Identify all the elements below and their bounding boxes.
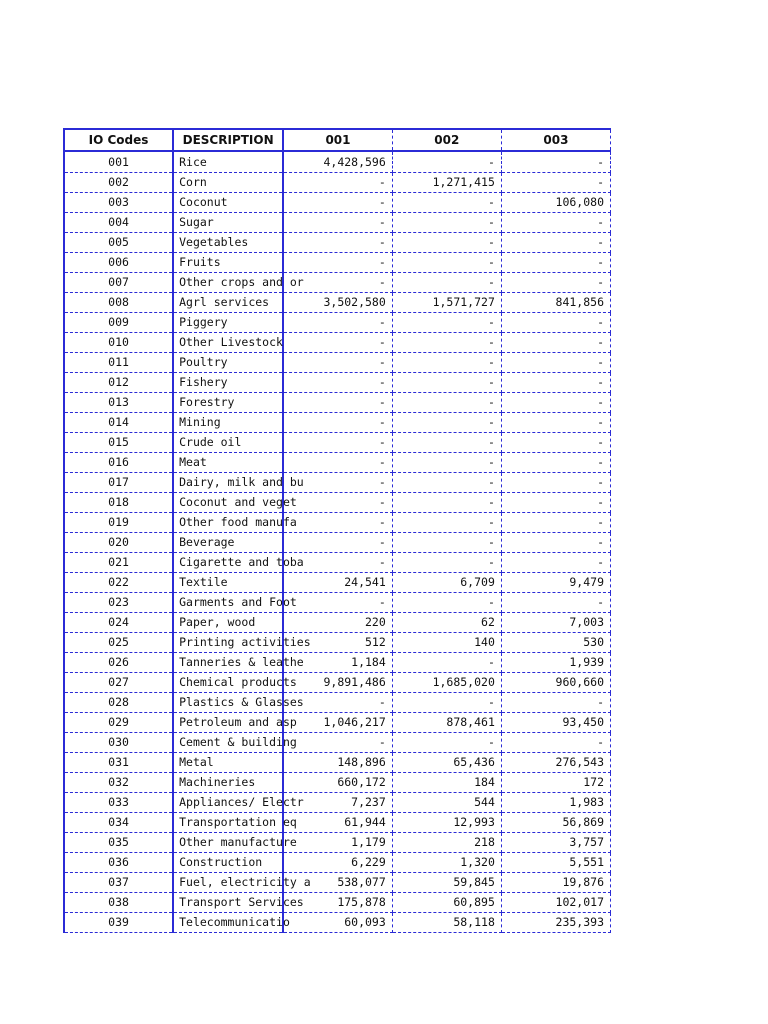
cell-col-002: 184	[392, 773, 501, 793]
table-row	[64, 513, 611, 533]
cell-io-code: 014	[64, 413, 173, 433]
cell-io-code: 025	[64, 633, 173, 653]
cell-col-002: 59,845	[392, 873, 501, 893]
table-row	[64, 573, 611, 593]
cell-col-003: -	[501, 213, 610, 233]
cell-col-003: 960,660	[501, 673, 610, 693]
cell-col-003: 1,939	[501, 653, 610, 673]
table-row	[64, 853, 611, 873]
cell-col-001: 61,944	[283, 813, 392, 833]
cell-col-003: -	[501, 593, 610, 613]
cell-col-001: -	[283, 453, 392, 473]
cell-io-code: 001	[64, 151, 173, 173]
cell-col-002: 58,118	[392, 913, 501, 933]
table-row	[64, 493, 611, 513]
cell-col-001: -	[283, 193, 392, 213]
cell-col-003: 3,757	[501, 833, 610, 853]
cell-description: Crude oil	[173, 433, 283, 453]
table-row	[64, 453, 611, 473]
header-row	[64, 129, 611, 151]
cell-col-002: 60,895	[392, 893, 501, 913]
cell-col-002: -	[392, 193, 501, 213]
cell-col-002: -	[392, 253, 501, 273]
cell-description: Poultry	[173, 353, 283, 373]
cell-col-001: 9,891,486	[283, 673, 392, 693]
cell-io-code: 006	[64, 253, 173, 273]
cell-col-002: -	[392, 353, 501, 373]
cell-col-001: -	[283, 253, 392, 273]
cell-io-code: 003	[64, 193, 173, 213]
cell-description: Forestry	[173, 393, 283, 413]
cell-col-003: -	[501, 151, 610, 173]
cell-col-002: 1,685,020	[392, 673, 501, 693]
cell-col-001: 660,172	[283, 773, 392, 793]
header-col-003: 003	[501, 129, 610, 151]
cell-description: Tanneries & leathe	[173, 653, 283, 673]
cell-col-002: -	[392, 733, 501, 753]
cell-col-001: 538,077	[283, 873, 392, 893]
cell-col-002: 65,436	[392, 753, 501, 773]
cell-col-003: -	[501, 453, 610, 473]
cell-col-001: -	[283, 273, 392, 293]
table-row	[64, 213, 611, 233]
table-row	[64, 393, 611, 413]
cell-col-003: -	[501, 173, 610, 193]
cell-description: Petroleum and asp	[173, 713, 283, 733]
cell-col-003: 235,393	[501, 913, 610, 933]
cell-io-code: 038	[64, 893, 173, 913]
cell-col-003: 93,450	[501, 713, 610, 733]
cell-col-002: -	[392, 273, 501, 293]
cell-col-003: 7,003	[501, 613, 610, 633]
table-row	[64, 253, 611, 273]
table-row	[64, 713, 611, 733]
cell-description: Mining	[173, 413, 283, 433]
cell-col-001: 7,237	[283, 793, 392, 813]
cell-description: Other food manufa	[173, 513, 283, 533]
table-row	[64, 673, 611, 693]
cell-col-003: 276,543	[501, 753, 610, 773]
cell-description: Other manufacture	[173, 833, 283, 853]
cell-col-003: -	[501, 693, 610, 713]
table-row	[64, 773, 611, 793]
cell-description: Agrl services	[173, 293, 283, 313]
cell-col-002: 878,461	[392, 713, 501, 733]
cell-io-code: 008	[64, 293, 173, 313]
table-row	[64, 233, 611, 253]
cell-col-003: -	[501, 493, 610, 513]
cell-description: Coconut and veget	[173, 493, 283, 513]
cell-col-003: -	[501, 253, 610, 273]
cell-description: Telecommunicatio	[173, 913, 283, 933]
cell-io-code: 016	[64, 453, 173, 473]
cell-col-001: 175,878	[283, 893, 392, 913]
cell-io-code: 011	[64, 353, 173, 373]
cell-col-002: 544	[392, 793, 501, 813]
cell-description: Other Livestock	[173, 333, 283, 353]
table-row	[64, 193, 611, 213]
cell-col-003: 9,479	[501, 573, 610, 593]
table-row	[64, 913, 611, 933]
cell-io-code: 018	[64, 493, 173, 513]
cell-col-003: -	[501, 273, 610, 293]
cell-col-003: 5,551	[501, 853, 610, 873]
cell-col-001: -	[283, 313, 392, 333]
cell-col-001: 512	[283, 633, 392, 653]
cell-description: Transportation eq	[173, 813, 283, 833]
cell-col-002: 140	[392, 633, 501, 653]
header-col-002: 002	[392, 129, 501, 151]
cell-io-code: 022	[64, 573, 173, 593]
header-description: DESCRIPTION	[173, 129, 283, 151]
cell-col-002: -	[392, 313, 501, 333]
cell-col-002: 1,571,727	[392, 293, 501, 313]
cell-description: Rice	[173, 151, 283, 173]
cell-col-002: -	[392, 533, 501, 553]
table-row	[64, 313, 611, 333]
cell-col-001: 1,184	[283, 653, 392, 673]
table-row	[64, 613, 611, 633]
table-row	[64, 293, 611, 313]
cell-col-001: -	[283, 553, 392, 573]
cell-col-003: -	[501, 433, 610, 453]
cell-io-code: 020	[64, 533, 173, 553]
cell-description: Vegetables	[173, 233, 283, 253]
table-row	[64, 473, 611, 493]
cell-col-001: -	[283, 513, 392, 533]
cell-col-002: 1,271,415	[392, 173, 501, 193]
cell-col-002: -	[392, 413, 501, 433]
cell-col-001: 6,229	[283, 853, 392, 873]
cell-col-003: -	[501, 353, 610, 373]
table-row	[64, 553, 611, 573]
cell-col-003: -	[501, 333, 610, 353]
cell-col-003: -	[501, 313, 610, 333]
cell-description: Metal	[173, 753, 283, 773]
cell-io-code: 032	[64, 773, 173, 793]
table-row	[64, 733, 611, 753]
cell-col-001: 148,896	[283, 753, 392, 773]
cell-col-001: -	[283, 493, 392, 513]
cell-col-003: 56,869	[501, 813, 610, 833]
cell-io-code: 026	[64, 653, 173, 673]
cell-col-003: -	[501, 413, 610, 433]
cell-col-003: -	[501, 373, 610, 393]
cell-col-002: -	[392, 433, 501, 453]
cell-col-001: -	[283, 473, 392, 493]
cell-io-code: 024	[64, 613, 173, 633]
cell-col-003: 841,856	[501, 293, 610, 313]
cell-col-002: -	[392, 653, 501, 673]
cell-col-001: -	[283, 373, 392, 393]
cell-io-code: 009	[64, 313, 173, 333]
table-row	[64, 813, 611, 833]
cell-col-003: 106,080	[501, 193, 610, 213]
cell-description: Other crops and or	[173, 273, 283, 293]
table-row	[64, 533, 611, 553]
cell-io-code: 023	[64, 593, 173, 613]
cell-col-002: -	[392, 473, 501, 493]
cell-io-code: 031	[64, 753, 173, 773]
cell-col-002: -	[392, 593, 501, 613]
cell-io-code: 036	[64, 853, 173, 873]
cell-col-002: -	[392, 693, 501, 713]
header-io-codes: IO Codes	[64, 129, 173, 151]
cell-col-002: -	[392, 373, 501, 393]
cell-col-002: -	[392, 493, 501, 513]
cell-description: Piggery	[173, 313, 283, 333]
cell-col-003: -	[501, 553, 610, 573]
cell-col-001: -	[283, 333, 392, 353]
cell-col-002: -	[392, 453, 501, 473]
cell-col-003: -	[501, 393, 610, 413]
cell-col-003: -	[501, 733, 610, 753]
cell-col-002: 62	[392, 613, 501, 633]
cell-description: Beverage	[173, 533, 283, 553]
cell-io-code: 033	[64, 793, 173, 813]
cell-col-001: -	[283, 733, 392, 753]
cell-col-002: -	[392, 333, 501, 353]
cell-description: Cigarette and toba	[173, 553, 283, 573]
cell-col-002: -	[392, 393, 501, 413]
cell-col-002: -	[392, 513, 501, 533]
cell-io-code: 013	[64, 393, 173, 413]
table-row	[64, 173, 611, 193]
cell-io-code: 019	[64, 513, 173, 533]
cell-description: Coconut	[173, 193, 283, 213]
cell-col-001: 220	[283, 613, 392, 633]
cell-io-code: 021	[64, 553, 173, 573]
cell-col-002: -	[392, 233, 501, 253]
cell-description: Printing activities	[173, 633, 283, 653]
cell-col-002: -	[392, 213, 501, 233]
cell-io-code: 039	[64, 913, 173, 933]
cell-description: Paper, wood	[173, 613, 283, 633]
cell-description: Transport Services	[173, 893, 283, 913]
header-col-001: 001	[283, 129, 392, 151]
cell-col-001: -	[283, 533, 392, 553]
cell-col-001: -	[283, 173, 392, 193]
cell-io-code: 005	[64, 233, 173, 253]
cell-col-002: 12,993	[392, 813, 501, 833]
cell-io-code: 015	[64, 433, 173, 453]
cell-io-code: 012	[64, 373, 173, 393]
table-row	[64, 893, 611, 913]
table-body	[64, 151, 611, 933]
cell-col-003: 530	[501, 633, 610, 653]
cell-io-code: 010	[64, 333, 173, 353]
cell-col-002: -	[392, 553, 501, 573]
cell-description: Appliances/ Electr	[173, 793, 283, 813]
cell-description: Cement & building	[173, 733, 283, 753]
cell-io-code: 027	[64, 673, 173, 693]
cell-col-001: -	[283, 433, 392, 453]
cell-col-001: -	[283, 413, 392, 433]
cell-io-code: 028	[64, 693, 173, 713]
cell-col-001: 3,502,580	[283, 293, 392, 313]
cell-description: Garments and Foot	[173, 593, 283, 613]
cell-description: Fuel, electricity a	[173, 873, 283, 893]
cell-col-002: 1,320	[392, 853, 501, 873]
cell-description: Fruits	[173, 253, 283, 273]
table-row	[64, 593, 611, 613]
cell-col-001: -	[283, 213, 392, 233]
cell-col-001: 24,541	[283, 573, 392, 593]
cell-description: Machineries	[173, 773, 283, 793]
cell-io-code: 007	[64, 273, 173, 293]
cell-col-001: 60,093	[283, 913, 392, 933]
cell-col-001: 4,428,596	[283, 151, 392, 173]
table-row	[64, 273, 611, 293]
table-row	[64, 353, 611, 373]
table-row	[64, 151, 611, 173]
cell-col-002: 6,709	[392, 573, 501, 593]
cell-col-001: 1,046,217	[283, 713, 392, 733]
table-row	[64, 333, 611, 353]
cell-col-003: 172	[501, 773, 610, 793]
cell-description: Chemical products	[173, 673, 283, 693]
cell-description: Fishery	[173, 373, 283, 393]
cell-col-003: -	[501, 513, 610, 533]
table-row	[64, 653, 611, 673]
cell-description: Sugar	[173, 213, 283, 233]
cell-description: Textile	[173, 573, 283, 593]
io-table	[63, 128, 611, 933]
cell-description: Meat	[173, 453, 283, 473]
cell-col-003: -	[501, 233, 610, 253]
table-row	[64, 633, 611, 653]
cell-col-003: 19,876	[501, 873, 610, 893]
table-row	[64, 833, 611, 853]
table-row	[64, 873, 611, 893]
cell-description: Corn	[173, 173, 283, 193]
cell-io-code: 034	[64, 813, 173, 833]
table-row	[64, 753, 611, 773]
cell-col-001: -	[283, 693, 392, 713]
cell-col-002: 218	[392, 833, 501, 853]
cell-description: Construction	[173, 853, 283, 873]
table-row	[64, 373, 611, 393]
cell-col-003: 102,017	[501, 893, 610, 913]
cell-io-code: 002	[64, 173, 173, 193]
cell-io-code: 017	[64, 473, 173, 493]
cell-io-code: 035	[64, 833, 173, 853]
cell-description: Plastics & Glasses	[173, 693, 283, 713]
table-row	[64, 793, 611, 813]
cell-col-001: -	[283, 593, 392, 613]
cell-col-001: -	[283, 233, 392, 253]
cell-io-code: 004	[64, 213, 173, 233]
cell-io-code: 037	[64, 873, 173, 893]
cell-col-001: -	[283, 393, 392, 413]
cell-col-001: 1,179	[283, 833, 392, 853]
cell-col-003: -	[501, 533, 610, 553]
cell-col-001: -	[283, 353, 392, 373]
cell-io-code: 030	[64, 733, 173, 753]
cell-description: Dairy, milk and bu	[173, 473, 283, 493]
table-row	[64, 693, 611, 713]
table-row	[64, 433, 611, 453]
cell-col-002: -	[392, 151, 501, 173]
cell-col-003: -	[501, 473, 610, 493]
cell-col-003: 1,983	[501, 793, 610, 813]
table-row	[64, 413, 611, 433]
cell-io-code: 029	[64, 713, 173, 733]
io-table-sheet	[63, 128, 611, 933]
